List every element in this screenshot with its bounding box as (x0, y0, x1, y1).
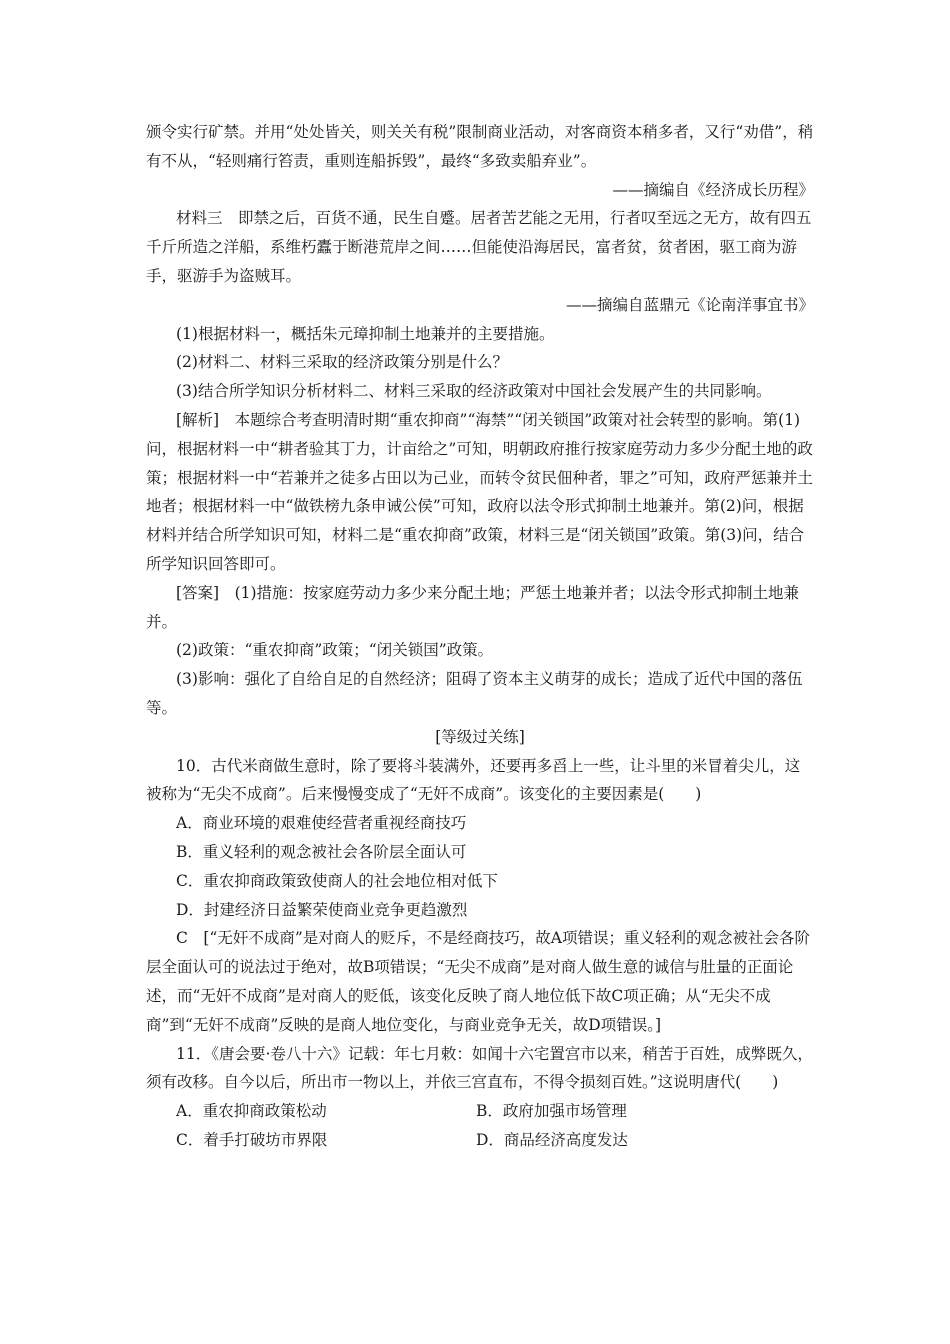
question-10-option-c: C．重农抑商政策致使商人的社会地位相对低下 (176, 871, 498, 890)
answer-part-2: (2)政策：“重农抑商”政策；“闭关锁国”政策。 (176, 641, 494, 660)
question-11-options-row-1 (146, 1097, 814, 1126)
paragraph-material-two-end: 颁令实行矿禁。并用“处处皆关，则关关有税”限制商业活动，对客商资本稍多者，又行“劝借”，稍有不从，“轻则痛行笞责，重则连船拆毁”，最终“多致卖船弃业”。 (146, 123, 814, 170)
paragraph-material-three: 材料三 即禁之后，百货不通，民生自蹙。居者苦艺能之无用，行者叹至远之无方，故有四五千斤所造之洋船，系维朽蠹于断港荒岸之间……但能使沿海居民，富者贫，贫者困，驱工商为游手，驱游手为盗贼耳。 (146, 209, 812, 285)
question-part-1: (1)根据材料一，概括朱元璋抑制土地兼并的主要措施。 (176, 324, 555, 343)
question-part-3: (3)结合所学知识分析材料二、材料三采取的经济政策对中国社会发展产生的共同影响。 (176, 382, 772, 401)
document-body (146, 118, 814, 1155)
question-11-option-c: C．着手打破坊市界限 (176, 1130, 328, 1149)
question-10-option-b: B．重义轻利的观念被社会各阶层全面认可 (176, 842, 467, 861)
question-11-stem: 11．《唐会要·卷八十六》记载：年七月敕：如闻十六宅置宫市以来，稍苦于百姓，成弊既久，须有改移。自今以后，所出市一物以上，并依三宫直布，不得令损刻百姓。”这说明唐代( ) (146, 1044, 813, 1092)
question-part-2: (2)材料二、材料三采取的经济政策分别是什么？ (176, 353, 508, 372)
question-10-option-d: D．封建经济日益繁荣使商业竞争更趋激烈 (176, 900, 468, 919)
question-11-options-row-2 (146, 1126, 814, 1155)
answer-part-3: (3)影响：强化了自给自足的自然经济；阻碍了资本主义萌芽的成长；造成了近代中国的落伍等。 (146, 670, 803, 717)
source-citation-1: ——摘编自《经济成长历程》 (612, 180, 814, 199)
answer-part-1: [答案] (1)措施：按家庭劳动力多少来分配土地；严惩土地兼并者；以法令形式抑制土地兼并。 (146, 583, 800, 631)
section-heading: [等级过关练] (435, 727, 525, 746)
question-11-option-a: A．重农抑商政策松动 (176, 1102, 327, 1121)
question-10-answer: C [“无奸不成商”是对商人的贬斥，不是经商技巧，故A项错误；重义轻利的观念被社会各阶层全面认可的说法过于绝对，故B项错误；“无尖不成商”是对商人做生意的诚信与肚量的正面论述，而“无奸不成商”是对商人的贬低，该变化反映了商人地位低下故C项正确；从“无尖不成商”到“无奸不成商”反映的是商人地位变化，与商业竞争无关，故D项错误。] (146, 929, 810, 1034)
source-citation-2: ——摘编自蓝鼎元《论南洋事宜书》 (565, 295, 814, 314)
question-11-option-b: B．政府加强市场管理 (476, 1102, 627, 1121)
question-10-option-a: A．商业环境的艰难使经营者重视经商技巧 (176, 814, 467, 833)
analysis-paragraph: [解析] 本题综合考查明清时期“重农抑商”“海禁”“闭关锁国”政策对社会转型的影响。第(1)问，根据材料一中“耕者验其丁力，计亩给之”可知，明朝政府推行按家庭劳动力多少分配土地的政策；根据材料一中“若兼并之徒多占田以为己业，而转令贫民佃种者，罪之”可知，政府严惩兼并土地者；根据材料一中“做铁榜九条申诫公侯”可知，政府以法令形式抑制土地兼并。第(2)问，根据材料并结合所学知识可知，材料二是“重农抑商”政策，材料三是“闭关锁国”政策。第(3)问，结合所学知识回答即可。 (146, 410, 813, 573)
question-10-stem: 10．古代米商做生意时，除了要将斗装满外，还要再多舀上一些，让斗里的米冒着尖儿，这被称为“无尖不成商”。后来慢慢变成了“无奸不成商”。该变化的主要因素是( ) (146, 756, 801, 804)
question-11-option-d: D．商品经济高度发达 (476, 1130, 628, 1149)
